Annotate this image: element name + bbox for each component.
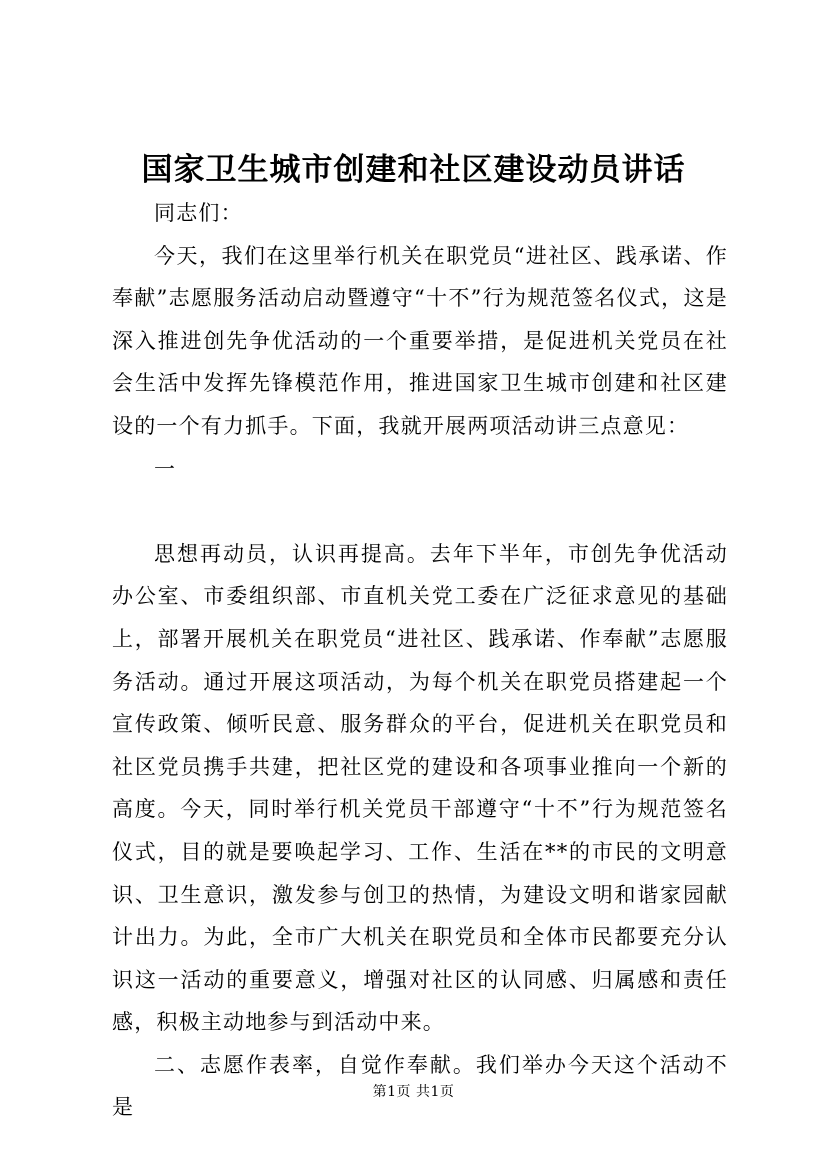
document-title: 国家卫生城市创建和社区建设动员讲话 bbox=[141, 152, 686, 188]
page-number-footer: 第1页 共1页 bbox=[372, 1084, 455, 1100]
greeting: 同志们： bbox=[154, 201, 243, 225]
document-body bbox=[112, 192, 728, 1129]
paragraph-section-two: 二、志愿作表率，自觉作奉献。我们举办今天这个活动不是 bbox=[112, 1052, 728, 1120]
paragraph-intro: 今天，我们在这里举行机关在职党员“进社区、践承诺、作奉献”志愿服务活动启动暨遵守“十不”行为规范签名仪式，这是深入推进创先争优活动的一个重要举措，是促进机关党员在社会生活中发挥先锋模范作用，推进国家卫生城市创建和社区建设的一个有力抓手。下面，我就开展两项活动讲三点意见： bbox=[112, 243, 728, 438]
section-heading-one: 一 bbox=[154, 456, 177, 481]
paragraph-section-one: 思想再动员，认识再提高。去年下半年，市创先争优活动办公室、市委组织部、市直机关党工委在广泛征求意见的基础上，部署开展机关在职党员“进社区、践承诺、作奉献”志愿服务活动。通过开展这项活动，为每个机关在职党员搭建起一个宣传政策、倾听民意、服务群众的平台，促进机关在职党员和社区党员携手共建，把社区党的建设和各项事业推向一个新的高度。今天，同时举行机关党员干部遵守“十不”行为规范签名仪式，目的就是要唤起学习、工作、生活在**的市民的文明意识、卫生意识，激发参与创卫的热情，为建设文明和谐家园献计出力。为此，全市广大机关在职党员和全体市民都要充分认识这一活动的重要意义，增强对社区的认同感、归属感和责任感，积极主动地参与到活动中来。 bbox=[112, 541, 728, 1035]
